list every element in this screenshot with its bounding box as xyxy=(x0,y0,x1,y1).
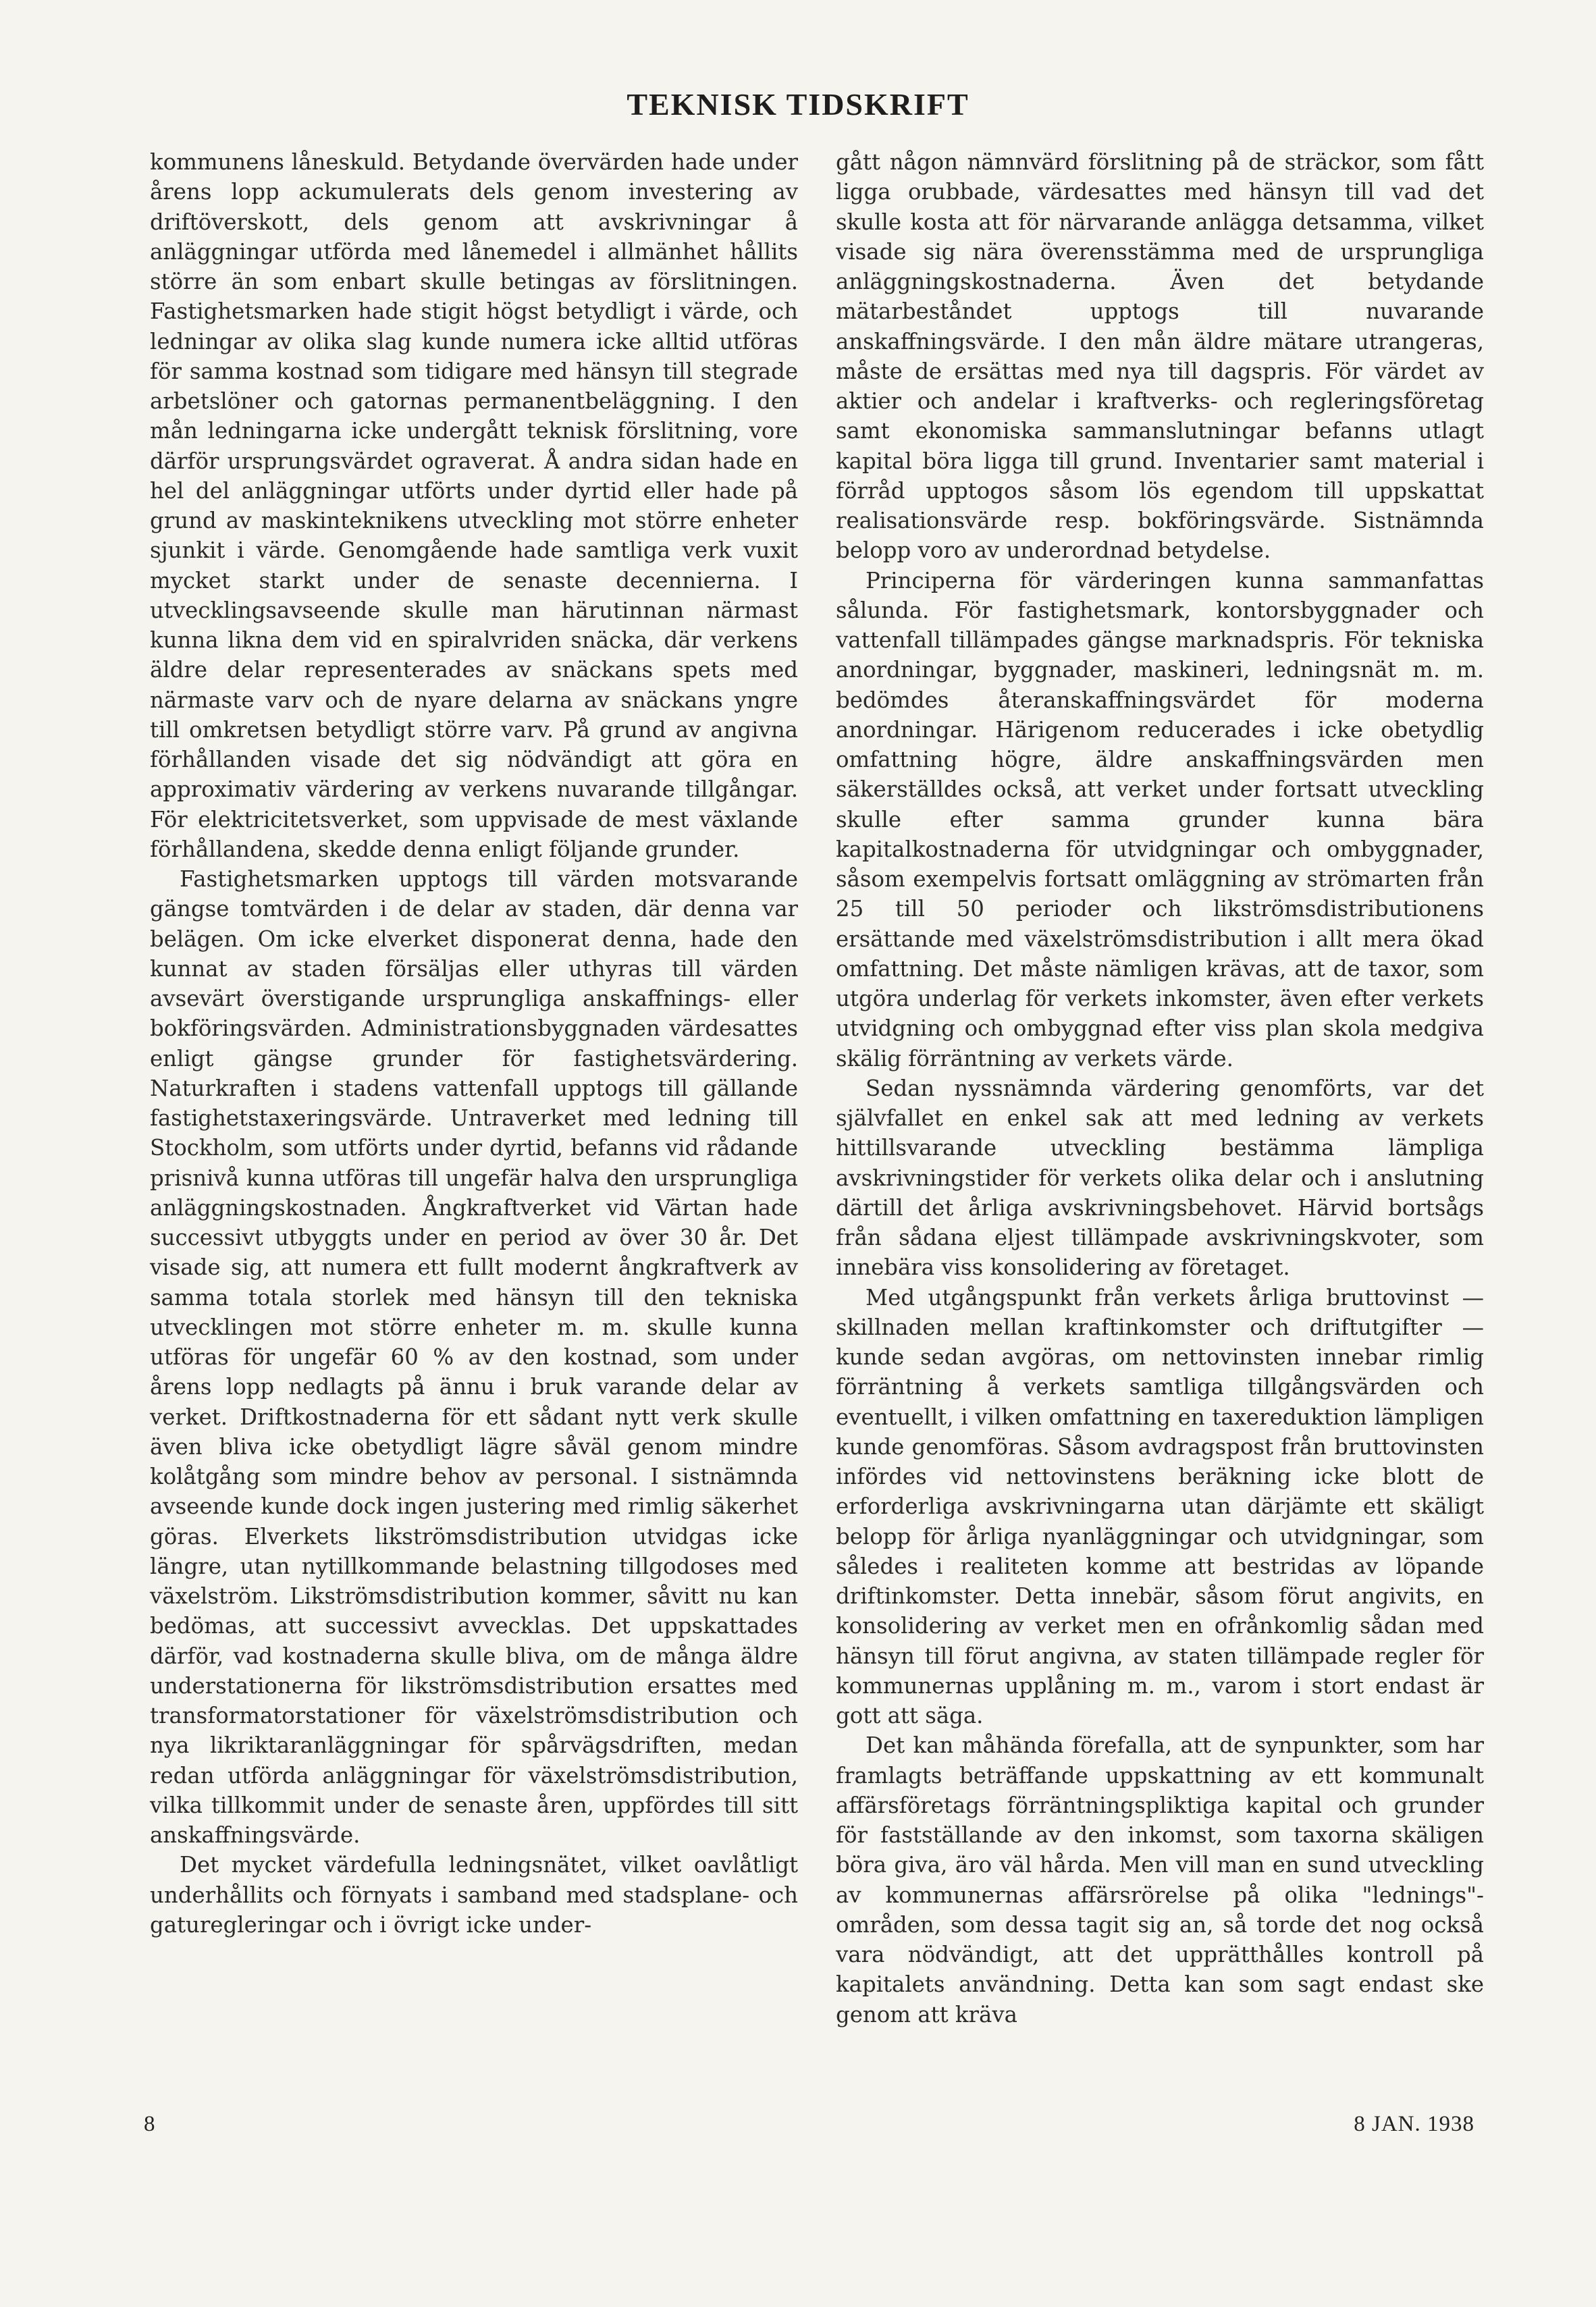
paragraph: Med utgångspunkt från verkets årliga bruttovinst — skillnaden mellan kraftinkomster och driftutgifter — kunde sedan avgöras, om nettovinsten innebar rimlig förräntning å verkets samtliga tillgångsvärden och eventuellt, i vilken omfattning en taxereduktion lämpligen kunde genomföras. Såsom avdragspost från bruttovinsten infördes vid nettovinstens beräkning icke blott de erforderliga avskrivningarna utan därjämte ett skäligt belopp för årliga nyanläggningar och utvidgningar, som således i realiteten komme att bestridas av löpande driftinkomster. Detta innebär, såsom förut angivits, en konsolidering av verket men en ofrånkomlig sådan med hänsyn till förut angivna, av staten tillämpade regler för kommunernas upplåning m. m., varom i stort endast är gott att säga. xyxy=(836,1284,1484,1728)
right-text-column xyxy=(836,147,1484,2030)
paragraph: Principerna för värderingen kunna sammanfattas sålunda. För fastighetsmark, kontorsbyggnader och vattenfall tillämpades gängse marknadspris. För tekniska anordningar, byggnader, maskineri, ledningsnät m. m. bedömdes återanskaffningsvärdet för moderna anordningar. Härigenom reducerades i icke obetydlig omfattning högre, äldre anskaffningsvärden men säkerställdes också, att verket under fortsatt utveckling skulle efter samma grunder kunna bära kapitalkostnaderna för utvidgningar och ombyggnader, såsom exempelvis fortsatt omläggning av strömarten från 25 till 50 perioder och likströmsdistributionens ersättande med växelströmsdistribution i allt mera ökad omfattning. Det måste nämligen krävas, att de taxor, som utgöra underlag för verkets inkomster, även efter verkets utvidgning och ombyggnad efter viss plan skola medgiva skälig förräntning av verkets värde. xyxy=(836,567,1484,1071)
paragraph: Det kan måhända förefalla, att de synpunkter, som har framlagts beträffande uppskattning av ett kommunalt affärsföretags förräntningspliktiga kapital och grunder för fastställande av den inkomst, som taxorna skäligen böra giva, äro väl hårda. Men vill man en sund utveckling av kommunernas affärsrörelse på olika "lednings"-områden, som dessa tagit sig an, så torde det nog också vara nödvändigt, att det upprätthålles kontroll på kapitalets användning. Detta kan som sagt endast ske genom att kräva xyxy=(836,1732,1484,2027)
page-number: 8 xyxy=(144,2112,155,2136)
journal-header: TEKNISK TIDSKRIFT xyxy=(627,87,969,122)
paragraph: Det mycket värdefulla ledningsnätet, vilket oavlåtligt underhållits och förnyats i samband med stadsplane- och gaturegleringar och i övrigt icke under- xyxy=(150,1852,798,1938)
paragraph: kommunens låneskuld. Betydande övervärden hade under årens lopp ackumulerats dels genom investering av driftöverskott, dels genom att avskrivningar å anläggningar utförda med lånemedel i allmänhet hållits större än som enbart skulle betingas av förslitningen. Fastighetsmarken hade stigit högst betydligt i värde, och ledningar av olika slag kunde numera icke alltid utföras för samma kostnad som tidigare med hänsyn till stegrade arbetslöner och gatornas permanentbeläggning. I den mån ledningarna icke undergått teknisk förslitning, vore därför ursprungsvärdet ograverat. Å andra sidan hade en hel del anläggningar utförts under dyrtid eller hade på grund av maskinteknikens utveckling mot större enheter sjunkit i värde. Genomgående hade samtliga verk vuxit mycket starkt under de senaste decennierna. I utvecklingsavseende skulle man härutinnan närmast kunna likna dem vid en spiralvriden snäcka, där verkens äldre delar representerades av snäckans spets med närmaste varv och de nyare delarna av snäckans yngre till omkretsen betydligt större varv. På grund av angivna förhållanden visade det sig nödvändigt att göra en approximativ värdering av verkens nuvarande tillgångar. För elektricitetsverket, som uppvisade de mest växlande förhållandena, skedde denna enligt följande grunder. xyxy=(150,149,798,862)
paragraph: Sedan nyssnämnda värdering genomförts, var det självfallet en enkel sak att med ledning av verkets hittillsvarande utveckling bestämma lämpliga avskrivningstider för verkets olika delar och i anslutning därtill det årliga avskrivningsbehovet. Härvid bortsågs från sådana eljest tillämpade avskrivningskvoter, som innebära viss konsolidering av företaget. xyxy=(836,1075,1484,1281)
paragraph: Fastighetsmarken upptogs till värden motsvarande gängse tomtvärden i de delar av staden, där denna var belägen. Om icke elverket disponerat denna, hade den kunnat av staden försäljas eller uthyras till värden avsevärt överstigande ursprungliga anskaffnings- eller bokföringsvärden. Administrationsbyggnaden värdesattes enligt gängse grunder för fastighetsvärdering. Naturkraften i stadens vattenfall upptogs till gällande fastighetstaxeringsvärde. Untraverket med ledning till Stockholm, som utförts under dyrtid, befanns vid rådande prisnivå kunna utföras till ungefär halva den ursprungliga anläggningskostnaden. Ångkraftverket vid Värtan hade successivt utbyggts under en period av över 30 år. Det visade sig, att numera ett fullt modernt ångkraftverk av samma totala storlek med hänsyn till den tekniska utvecklingen mot större enheter m. m. skulle kunna utföras för ungefär 60 % av den kostnad, som under årens lopp nedlagts på ännu i bruk varande delar av verket. Driftkostnaderna för ett sådant nytt verk skulle även bliva icke obetydligt lägre såväl genom mindre kolåtgång som mindre behov av personal. I sistnämnda avseende kunde dock ingen justering med rimlig säkerhet göras. Elverkets likströmsdistribution utvidgas icke längre, utan nytillkommande belastning tillgodoses med växelström. Likströmsdistribution kommer, såvitt nu kan bedömas, att successivt avvecklas. Det uppskattades därför, vad kostnaderna skulle bliva, om de många äldre understationerna för likströmsdistribution ersattes med transformatorstationer för växelströmsdistribution och nya likriktaranläggningar för spårvägsdriften, medan redan utförda anläggningar för växelströmsdistribution, vilka tillkommit under de senaste åren, uppfördes till sitt anskaffningsvärde. xyxy=(150,866,798,1848)
issue-date: 8 JAN. 1938 xyxy=(1354,2112,1474,2136)
left-text-column xyxy=(150,147,798,1940)
paragraph: gått någon nämnvärd förslitning på de sträckor, som fått ligga orubbade, värdesattes med hänsyn till vad det skulle kosta att för närvarande anlägga detsamma, vilket visade sig nära överensstämma med de ursprungliga anläggningskostnaderna. Även det betydande mätarbeståndet upptogs till nuvarande anskaffningsvärde. I den mån äldre mätare utrangeras, måste de ersättas med nya till dagspris. För värdet av aktier och andelar i kraftverks- och regleringsföretag samt ekonomiska sammanslutningar befanns utlagt kapital böra ligga till grund. Inventarier samt material i förråd upptogos såsom lös egendom till uppskattat realisationsvärde resp. bokföringsvärde. Sistnämnda belopp voro av underordnad betydelse. xyxy=(836,149,1484,564)
